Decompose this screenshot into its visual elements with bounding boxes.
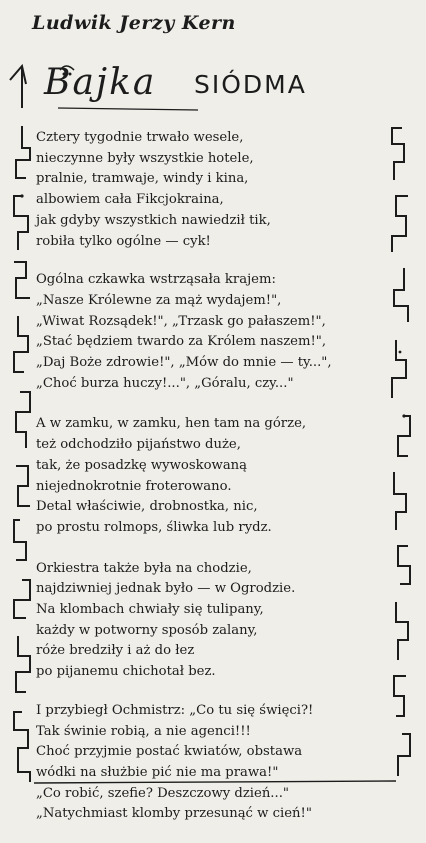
poem-line: nieczynne były wszystkie hotele,	[36, 150, 254, 166]
poem-line: niejednokrotnie froterowano.	[36, 478, 232, 494]
poem-line: „Choć burza huczy!...", „Góralu, czy..."	[36, 375, 294, 391]
poem-line: wódki na służbie pić nie ma prawa!"	[36, 764, 279, 780]
stanza	[36, 701, 386, 825]
poem-line: róże bredziły i aż do łez	[36, 643, 195, 659]
poem-line: jak gdyby wszystkich nawiedził tik,	[36, 212, 271, 228]
poem-line: najdziwniej jednak było — w Ogrodzie.	[36, 581, 296, 597]
poem-line: pralnie, tramwaje, windy i kina,	[36, 171, 249, 187]
poem-title	[0, 56, 426, 116]
poem-line: A w zamku, w zamku, hen tam na górze,	[36, 416, 307, 432]
poem-line: „Natychmiast klomby przesunąć w cień!"	[36, 806, 312, 822]
poem-line: robiła tylko ogólne — cyk!	[36, 233, 211, 249]
poem-line: tak, że posadzkę wywoskowaną	[36, 457, 248, 473]
poem-line: I przybiegł Ochmistrz: „Co tu się święci?!	[36, 702, 314, 718]
author-name: Ludwik Jerzy Kern	[32, 12, 236, 34]
poem-line: Choć przyjmie postać kwiatów, obstawa	[36, 744, 303, 760]
poem-line: Detal właściwie, drobnostka, nic,	[36, 499, 258, 515]
poem-body	[36, 128, 386, 843]
stanza	[36, 128, 386, 252]
stanza	[36, 559, 386, 683]
poem-line: po prostu rolmops, śliwka lub rydz.	[36, 519, 272, 535]
title-script-word: Bajka	[44, 62, 157, 103]
stanza	[36, 270, 386, 394]
poem-line: też odchodziło pijaństwo duże,	[36, 437, 241, 453]
poem-line: „Stać będziem twardo za Królem naszem!",	[36, 334, 327, 350]
title-caps-word: SIÓDMA	[194, 70, 307, 99]
poem-line: Ogólna czkawka wstrząsała krajem:	[36, 272, 276, 288]
poem-line: „Nasze Królewne za mąż wydajem!",	[36, 292, 282, 308]
poem-line: Na klombach chwiały się tulipany,	[36, 602, 264, 618]
poem-line: „Co robić, szefie? Deszczowy dzień..."	[36, 785, 289, 801]
poem-line: każdy w potworny sposób zalany,	[36, 622, 258, 638]
poem-line: albowiem cała Fikcjokraina,	[36, 192, 224, 208]
poem-line: Cztery tygodnie trwało wesele,	[36, 130, 244, 145]
poem-line: po pijanemu chichotał bez.	[36, 664, 216, 680]
stanza	[36, 414, 386, 538]
poem-line: Tak świnie robią, a nie agenci!!!	[36, 723, 251, 739]
poem-line: „Wiwat Rozsądek!", „Trzask go pałaszem!",	[36, 313, 326, 329]
poem-line: Orkiestra także była na chodzie,	[36, 560, 252, 576]
poem-line: „Daj Boże zdrowie!", „Mów do mnie — ty...",	[36, 355, 332, 371]
